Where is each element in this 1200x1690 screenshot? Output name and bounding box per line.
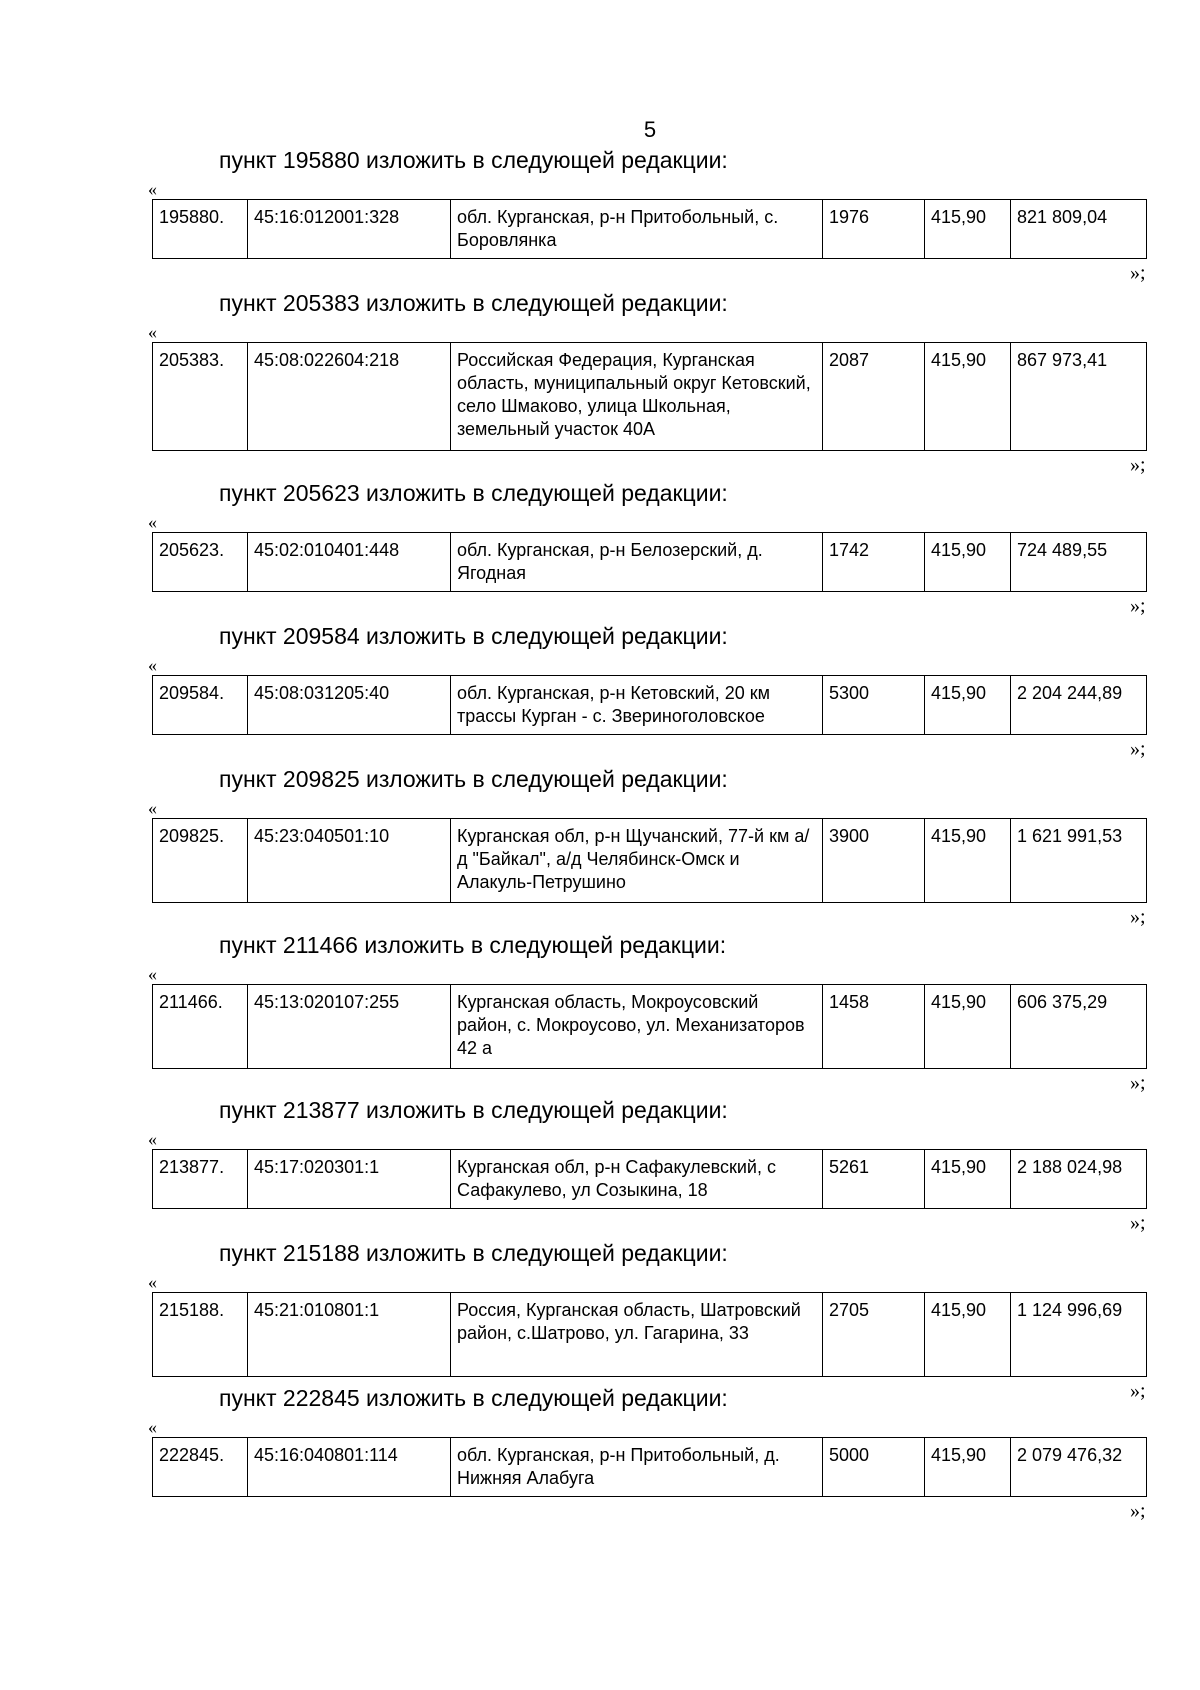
closing-quote: »; xyxy=(1130,1072,1146,1094)
cadastral-value-cell: 606 375,29 xyxy=(1011,985,1147,1069)
cadastral-value-cell: 2 204 244,89 xyxy=(1011,676,1147,735)
cadastral-value-cell: 1 621 991,53 xyxy=(1011,819,1147,903)
row-number-cell: 209584. xyxy=(153,676,248,735)
closing-quote: »; xyxy=(1130,1500,1146,1522)
amendment-table xyxy=(152,1149,1147,1209)
table-row xyxy=(153,533,1147,592)
cadastral-number-cell: 45:08:022604:218 xyxy=(248,343,451,451)
amendment-intro: пункт 213877 изложить в следующей редакции: xyxy=(219,1097,728,1123)
table-row xyxy=(153,1293,1147,1377)
closing-quote: »; xyxy=(1130,1212,1146,1234)
area-cell: 2087 xyxy=(823,343,925,451)
row-number-cell: 209825. xyxy=(153,819,248,903)
amendment-intro: пункт 209584 изложить в следующей редакции: xyxy=(219,623,728,649)
area-cell: 1742 xyxy=(823,533,925,592)
address-cell: Российская Федерация, Курганская область, муниципальный округ Кетовский, село Шмаково, улица Школьная, земельный участок 40А xyxy=(451,343,823,451)
page-number: 5 xyxy=(643,117,657,142)
amendment-table xyxy=(152,199,1147,259)
opening-quote: « xyxy=(148,1417,157,1437)
row-number-cell: 195880. xyxy=(153,200,248,259)
table-row xyxy=(153,200,1147,259)
amendment-intro: пункт 209825 изложить в следующей редакции: xyxy=(219,766,728,792)
row-number-cell: 213877. xyxy=(153,1150,248,1209)
cadastral-value-cell: 1 124 996,69 xyxy=(1011,1293,1147,1377)
amendment-table xyxy=(152,1437,1147,1497)
table-row xyxy=(153,1150,1147,1209)
row-number-cell: 222845. xyxy=(153,1438,248,1497)
amendment-table xyxy=(152,818,1147,903)
opening-quote: « xyxy=(148,179,157,199)
table-row xyxy=(153,676,1147,735)
cadastral-value-cell: 2 188 024,98 xyxy=(1011,1150,1147,1209)
row-number-cell: 205383. xyxy=(153,343,248,451)
opening-quote: « xyxy=(148,798,157,818)
cadastral-number-cell: 45:08:031205:40 xyxy=(248,676,451,735)
table-row xyxy=(153,343,1147,451)
amendment-intro: пункт 215188 изложить в следующей редакции: xyxy=(219,1240,728,1266)
amendment-intro: пункт 205383 изложить в следующей редакции: xyxy=(219,290,728,316)
opening-quote: « xyxy=(148,1272,157,1292)
closing-quote: »; xyxy=(1130,1380,1146,1402)
cadastral-value-cell: 867 973,41 xyxy=(1011,343,1147,451)
table-row xyxy=(153,985,1147,1069)
row-number-cell: 211466. xyxy=(153,985,248,1069)
opening-quote: « xyxy=(148,1129,157,1149)
cadastral-number-cell: 45:17:020301:1 xyxy=(248,1150,451,1209)
address-cell: Курганская обл, р-н Щучанский, 77-й км а/д "Байкал", а/д Челябинск-Омск и Алакуль-Петрушино xyxy=(451,819,823,903)
row-number-cell: 205623. xyxy=(153,533,248,592)
cadastral-number-cell: 45:02:010401:448 xyxy=(248,533,451,592)
row-number-cell: 215188. xyxy=(153,1293,248,1377)
opening-quote: « xyxy=(148,512,157,532)
address-cell: обл. Курганская, р-н Белозерский, д. Ягодная xyxy=(451,533,823,592)
amendment-table xyxy=(152,675,1147,735)
area-cell: 5000 xyxy=(823,1438,925,1497)
closing-quote: »; xyxy=(1130,454,1146,476)
area-cell: 2705 xyxy=(823,1293,925,1377)
rate-cell: 415,90 xyxy=(925,533,1011,592)
rate-cell: 415,90 xyxy=(925,985,1011,1069)
address-cell: Россия, Курганская область, Шатровский район, с.Шатрово, ул. Гагарина, 33 xyxy=(451,1293,823,1377)
area-cell: 5261 xyxy=(823,1150,925,1209)
address-cell: Курганская обл, р-н Сафакулевский, с Сафакулево, ул Созыкина, 18 xyxy=(451,1150,823,1209)
rate-cell: 415,90 xyxy=(925,343,1011,451)
cadastral-value-cell: 724 489,55 xyxy=(1011,533,1147,592)
closing-quote: »; xyxy=(1130,738,1146,760)
cadastral-number-cell: 45:13:020107:255 xyxy=(248,985,451,1069)
amendment-intro: пункт 195880 изложить в следующей редакции: xyxy=(219,147,728,173)
amendment-intro: пункт 222845 изложить в следующей редакции: xyxy=(219,1385,728,1411)
amendment-table xyxy=(152,1292,1147,1377)
table-row xyxy=(153,1438,1147,1497)
rate-cell: 415,90 xyxy=(925,676,1011,735)
cadastral-value-cell: 2 079 476,32 xyxy=(1011,1438,1147,1497)
address-cell: обл. Курганская, р-н Притобольный, с. Боровлянка xyxy=(451,200,823,259)
closing-quote: »; xyxy=(1130,262,1146,284)
closing-quote: »; xyxy=(1130,906,1146,928)
amendment-table xyxy=(152,532,1147,592)
rate-cell: 415,90 xyxy=(925,1150,1011,1209)
closing-quote: »; xyxy=(1130,595,1146,617)
rate-cell: 415,90 xyxy=(925,200,1011,259)
rate-cell: 415,90 xyxy=(925,1438,1011,1497)
area-cell: 5300 xyxy=(823,676,925,735)
amendment-table xyxy=(152,342,1147,451)
opening-quote: « xyxy=(148,655,157,675)
cadastral-number-cell: 45:16:012001:328 xyxy=(248,200,451,259)
amendment-table xyxy=(152,984,1147,1069)
table-row xyxy=(153,819,1147,903)
address-cell: Курганская область, Мокроусовский район, с. Мокроусово, ул. Механизаторов 42 а xyxy=(451,985,823,1069)
area-cell: 1976 xyxy=(823,200,925,259)
area-cell: 1458 xyxy=(823,985,925,1069)
opening-quote: « xyxy=(148,322,157,342)
address-cell: обл. Курганская, р-н Кетовский, 20 км трассы Курган - с. Звериноголовское xyxy=(451,676,823,735)
cadastral-value-cell: 821 809,04 xyxy=(1011,200,1147,259)
amendment-intro: пункт 211466 изложить в следующей редакции: xyxy=(219,932,727,958)
cadastral-number-cell: 45:23:040501:10 xyxy=(248,819,451,903)
cadastral-number-cell: 45:16:040801:114 xyxy=(248,1438,451,1497)
address-cell: обл. Курганская, р-н Притобольный, д. Нижняя Алабуга xyxy=(451,1438,823,1497)
rate-cell: 415,90 xyxy=(925,1293,1011,1377)
area-cell: 3900 xyxy=(823,819,925,903)
rate-cell: 415,90 xyxy=(925,819,1011,903)
opening-quote: « xyxy=(148,964,157,984)
cadastral-number-cell: 45:21:010801:1 xyxy=(248,1293,451,1377)
amendment-intro: пункт 205623 изложить в следующей редакции: xyxy=(219,480,728,506)
